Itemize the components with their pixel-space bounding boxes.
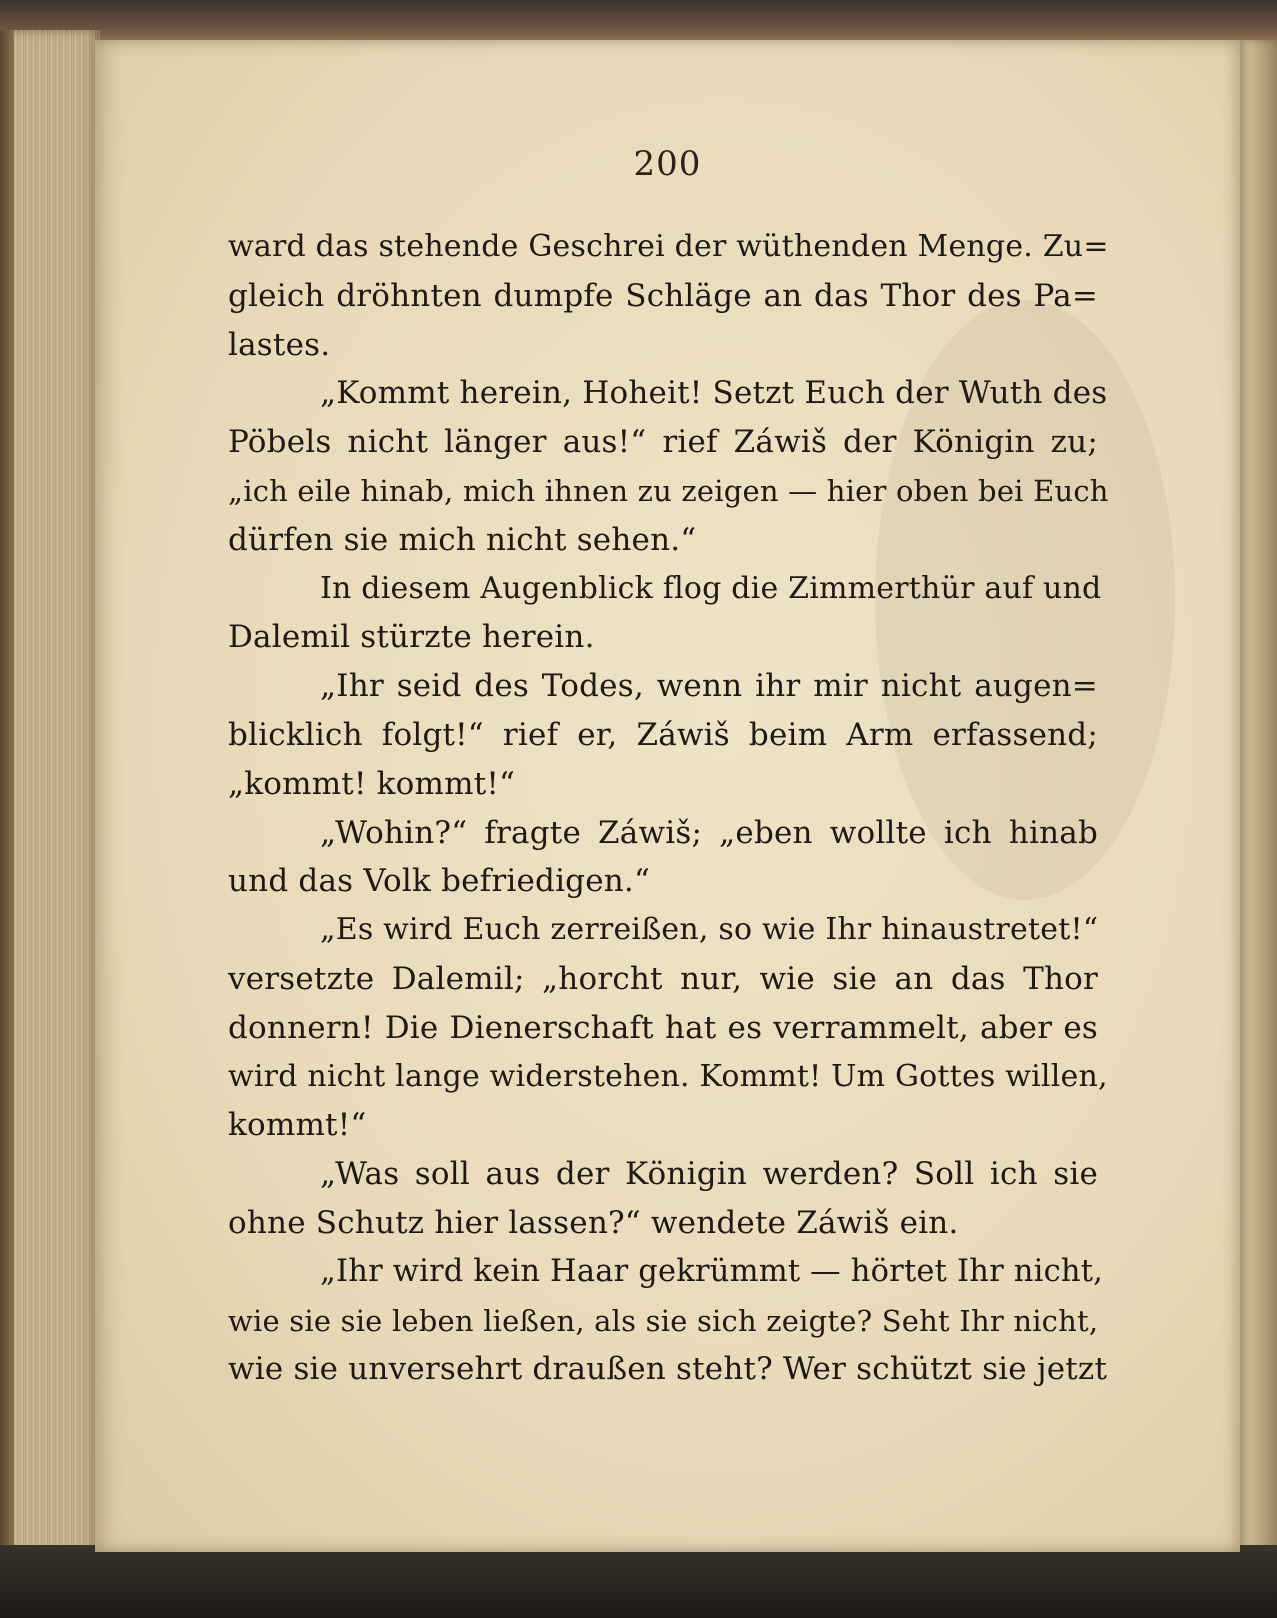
text-line: wird nicht lange widerstehen. Kommt! Um Gottes willen, xyxy=(228,1058,1108,1094)
text-line: ohne Schutz hier lassen?“ wendete Záwiš ein. xyxy=(228,1204,959,1241)
text-line: „Ihr wird kein Haar gekrümmt — hörtet Ihr nicht, xyxy=(320,1253,1104,1289)
text-line: „Was soll aus der Königin werden? Soll ich sie xyxy=(320,1156,1098,1193)
text-line: dürfen sie mich nicht sehen.“ xyxy=(228,521,697,558)
book-cover-top-edge xyxy=(0,0,1277,40)
text-line: „Es wird Euch zerreißen, so wie Ihr hinaustretet!“ xyxy=(320,912,1099,948)
text-line: Pöbels nicht länger aus!“ rief Záwiš der Königin zu; xyxy=(228,424,1098,461)
page-text-block xyxy=(228,223,1109,1394)
text-line: lastes. xyxy=(228,326,331,363)
text-line: „Wohin?“ fragte Záwiš; „eben wollte ich hinab xyxy=(320,814,1098,851)
book-spine-edge xyxy=(0,30,14,1560)
scan-background-bottom xyxy=(0,1545,1277,1618)
right-page-edge xyxy=(1238,40,1277,1550)
text-line: gleich dröhnten dumpfe Schläge an das Thor des Pa= xyxy=(228,277,1098,314)
text-line: „kommt! kommt!“ xyxy=(228,765,516,802)
text-line: In diesem Augenblick flog die Zimmerthür auf und xyxy=(320,570,1102,606)
text-line: „Ihr seid des Todes, wenn ihr mir nicht augen= xyxy=(320,668,1098,705)
text-line: wie sie unversehrt draußen steht? Wer schützt sie jetzt xyxy=(228,1351,1108,1388)
book-page xyxy=(95,40,1240,1552)
text-line: ward das stehende Geschrei der wüthenden Menge. Zu= xyxy=(228,229,1109,264)
text-line: donnern! Die Dienerschaft hat es verrammelt, aber es xyxy=(228,1009,1098,1046)
text-line: Dalemil stürzte herein. xyxy=(228,619,595,656)
text-line: wie sie sie leben ließen, als sie sich zeigte? Seht Ihr nicht, xyxy=(228,1303,1099,1338)
text-line: versetzte Dalemil; „horcht nur, wie sie an das Thor xyxy=(228,960,1098,997)
text-line: kommt!“ xyxy=(228,1107,367,1144)
text-line: und das Volk befriedigen.“ xyxy=(228,863,651,900)
text-line: blicklich folgt!“ rief er, Záwiš beim Arm erfassend; xyxy=(228,716,1098,753)
text-line: „ich eile hinab, mich ihnen zu zeigen — hier oben bei Euch xyxy=(228,473,1109,508)
left-page-stack xyxy=(0,30,100,1560)
page-number: 200 xyxy=(633,144,702,184)
text-line: „Kommt herein, Hoheit! Setzt Euch der Wuth des xyxy=(320,375,1108,412)
